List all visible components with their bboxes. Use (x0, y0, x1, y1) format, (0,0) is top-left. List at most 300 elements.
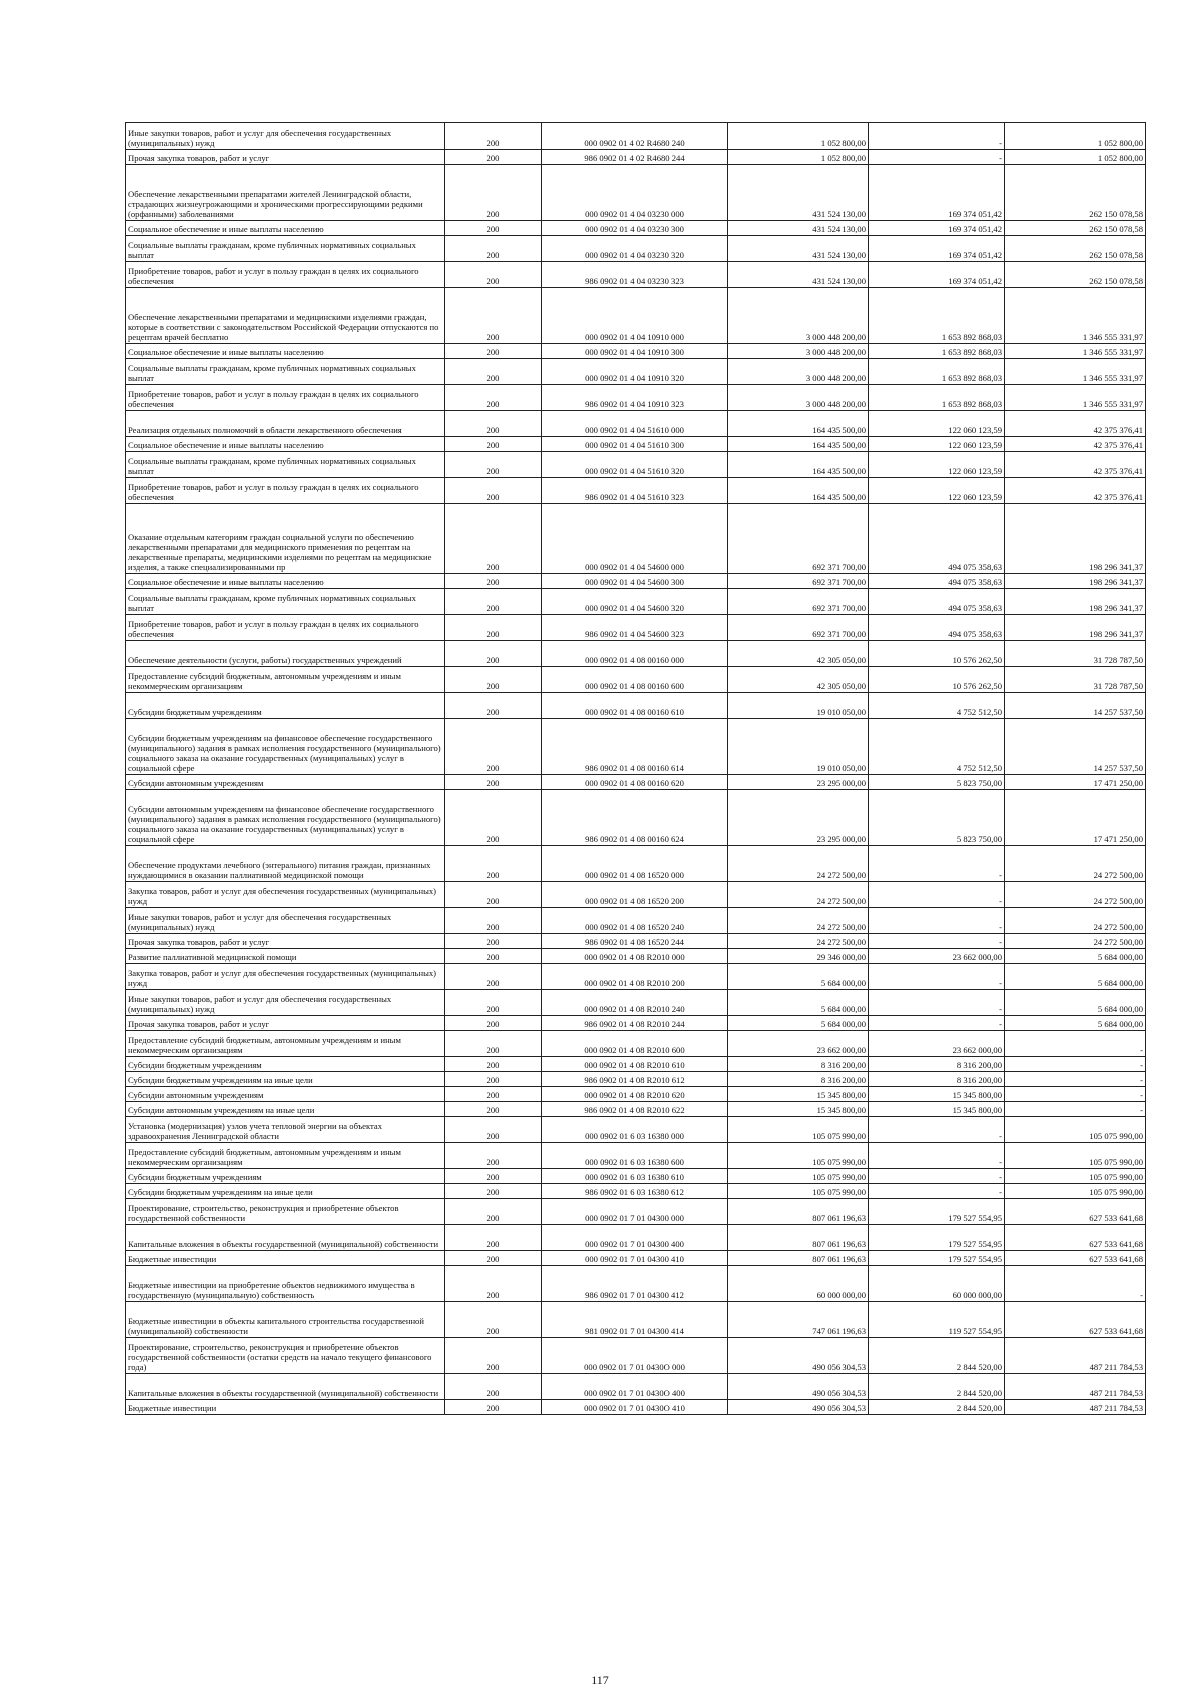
row-code-cell: 200 (445, 165, 542, 221)
row-executed-cell: 15 345 800,00 (869, 1102, 1005, 1117)
row-executed-cell: 8 316 200,00 (869, 1072, 1005, 1087)
row-name-cell: Социальные выплаты гражданам, кроме публичных нормативных социальных выплат (126, 359, 445, 385)
row-executed-cell: 1 653 892 868,03 (869, 385, 1005, 411)
row-executed-cell: 1 653 892 868,03 (869, 344, 1005, 359)
row-remaining-cell: 42 375 376,41 (1005, 452, 1146, 478)
row-executed-cell: 2 844 520,00 (869, 1374, 1005, 1400)
row-name-cell: Бюджетные инвестиции (126, 1251, 445, 1266)
row-executed-cell: - (869, 150, 1005, 165)
row-name-cell: Обеспечение лекарственными препаратами жителей Ленинградской области, страдающих жизнеугрожающими и хроническими прогрессирующими редкими (орфанными) заболеваниями (126, 165, 445, 221)
table-row (126, 719, 1146, 775)
row-name-cell: Социальные выплаты гражданам, кроме публичных нормативных социальных выплат (126, 452, 445, 478)
table-row (126, 123, 1146, 150)
row-approved-cell: 431 524 130,00 (728, 262, 869, 288)
table-row (126, 344, 1146, 359)
row-approved-cell: 431 524 130,00 (728, 236, 869, 262)
row-kbk-cell: 000 0902 01 4 04 54600 320 (542, 589, 728, 615)
row-approved-cell: 15 345 800,00 (728, 1102, 869, 1117)
row-code-cell: 200 (445, 1199, 542, 1225)
row-approved-cell: 692 371 700,00 (728, 589, 869, 615)
row-kbk-cell: 000 0902 01 7 01 0430О 410 (542, 1400, 728, 1415)
table-row (126, 1225, 1146, 1251)
row-code-cell: 200 (445, 411, 542, 437)
row-kbk-cell: 000 0902 01 6 03 16380 600 (542, 1143, 728, 1169)
row-kbk-cell: 000 0902 01 6 03 16380 000 (542, 1117, 728, 1143)
table-row (126, 1117, 1146, 1143)
row-remaining-cell: 1 346 555 331,97 (1005, 385, 1146, 411)
row-remaining-cell: 105 075 990,00 (1005, 1169, 1146, 1184)
row-name-cell: Предоставление субсидий бюджетным, автономным учреждениям и иным некоммерческим организациям (126, 1031, 445, 1057)
row-executed-cell: - (869, 1117, 1005, 1143)
row-remaining-cell: 198 296 341,37 (1005, 589, 1146, 615)
table-row (126, 964, 1146, 990)
table-row (126, 359, 1146, 385)
row-remaining-cell: - (1005, 1072, 1146, 1087)
row-code-cell: 200 (445, 1302, 542, 1338)
table-row (126, 1143, 1146, 1169)
row-code-cell: 200 (445, 437, 542, 452)
row-remaining-cell: 24 272 500,00 (1005, 882, 1146, 908)
row-kbk-cell: 000 0902 01 4 08 16520 240 (542, 908, 728, 934)
row-approved-cell: 5 684 000,00 (728, 1016, 869, 1031)
table-row (126, 236, 1146, 262)
row-remaining-cell: 487 211 784,53 (1005, 1400, 1146, 1415)
row-approved-cell: 164 435 500,00 (728, 452, 869, 478)
row-kbk-cell: 986 0902 01 4 04 51610 323 (542, 478, 728, 504)
row-approved-cell: 105 075 990,00 (728, 1143, 869, 1169)
row-kbk-cell: 986 0902 01 6 03 16380 612 (542, 1184, 728, 1199)
table-row (126, 1199, 1146, 1225)
row-approved-cell: 105 075 990,00 (728, 1184, 869, 1199)
row-code-cell: 200 (445, 288, 542, 344)
row-name-cell: Социальные выплаты гражданам, кроме публичных нормативных социальных выплат (126, 236, 445, 262)
row-name-cell: Приобретение товаров, работ и услуг в пользу граждан в целях их социального обеспечения (126, 478, 445, 504)
row-executed-cell: 122 060 123,59 (869, 452, 1005, 478)
row-approved-cell: 3 000 448 200,00 (728, 359, 869, 385)
table-row (126, 262, 1146, 288)
row-executed-cell: 5 823 750,00 (869, 790, 1005, 846)
table-row (126, 165, 1146, 221)
row-name-cell: Субсидии бюджетным учреждениям на финансовое обеспечение государственного (муниципального) задания в рамках исполнения государственного (муниципального) социального заказа на оказание государственных (муниципальных) услуг в социальной сфере (126, 719, 445, 775)
row-kbk-cell: 000 0902 01 4 04 51610 000 (542, 411, 728, 437)
row-executed-cell: 1 653 892 868,03 (869, 359, 1005, 385)
row-kbk-cell: 000 0902 01 4 08 00160 000 (542, 641, 728, 667)
row-code-cell: 200 (445, 123, 542, 150)
row-code-cell: 200 (445, 775, 542, 790)
row-name-cell: Обеспечение продуктами лечебного (энтерального) питания граждан, признанных нуждающимися в оказании паллиативной медицинской помощи (126, 846, 445, 882)
row-remaining-cell: 627 533 641,68 (1005, 1302, 1146, 1338)
table-row (126, 411, 1146, 437)
row-name-cell: Социальное обеспечение и иные выплаты населению (126, 437, 445, 452)
row-remaining-cell: 105 075 990,00 (1005, 1184, 1146, 1199)
row-executed-cell: 4 752 512,50 (869, 693, 1005, 719)
row-kbk-cell: 000 0902 01 4 08 00160 610 (542, 693, 728, 719)
table-row (126, 949, 1146, 964)
row-approved-cell: 23 295 000,00 (728, 775, 869, 790)
row-kbk-cell: 000 0902 01 4 08 R2010 000 (542, 949, 728, 964)
row-executed-cell: 2 844 520,00 (869, 1338, 1005, 1374)
row-code-cell: 200 (445, 964, 542, 990)
row-kbk-cell: 000 0902 01 7 01 04300 000 (542, 1199, 728, 1225)
page-number: 117 (591, 1673, 609, 1687)
row-remaining-cell: 262 150 078,58 (1005, 221, 1146, 236)
row-remaining-cell: 262 150 078,58 (1005, 165, 1146, 221)
row-kbk-cell: 000 0902 01 4 04 03230 000 (542, 165, 728, 221)
row-remaining-cell: 17 471 250,00 (1005, 775, 1146, 790)
row-name-cell: Реализация отдельных полномочий в области лекарственного обеспечения (126, 411, 445, 437)
row-remaining-cell: - (1005, 1266, 1146, 1302)
row-executed-cell: 10 576 262,50 (869, 667, 1005, 693)
row-code-cell: 200 (445, 949, 542, 964)
row-approved-cell: 42 305 050,00 (728, 667, 869, 693)
row-remaining-cell: - (1005, 1031, 1146, 1057)
row-executed-cell: - (869, 1169, 1005, 1184)
row-name-cell: Прочая закупка товаров, работ и услуг (126, 934, 445, 949)
table-row (126, 615, 1146, 641)
table-row (126, 1400, 1146, 1415)
row-remaining-cell: 487 211 784,53 (1005, 1374, 1146, 1400)
row-code-cell: 200 (445, 1057, 542, 1072)
row-code-cell: 200 (445, 990, 542, 1016)
row-executed-cell: - (869, 990, 1005, 1016)
row-code-cell: 200 (445, 1117, 542, 1143)
row-code-cell: 200 (445, 1102, 542, 1117)
row-executed-cell: 494 075 358,63 (869, 589, 1005, 615)
row-name-cell: Социальное обеспечение и иные выплаты населению (126, 221, 445, 236)
table-row (126, 908, 1146, 934)
row-approved-cell: 23 295 000,00 (728, 790, 869, 846)
row-remaining-cell: 5 684 000,00 (1005, 990, 1146, 1016)
row-approved-cell: 105 075 990,00 (728, 1169, 869, 1184)
row-code-cell: 200 (445, 344, 542, 359)
table-row (126, 1087, 1146, 1102)
table-row (126, 693, 1146, 719)
row-code-cell: 200 (445, 1374, 542, 1400)
row-approved-cell: 490 056 304,53 (728, 1400, 869, 1415)
row-executed-cell: - (869, 1184, 1005, 1199)
row-kbk-cell: 000 0902 01 4 04 10910 320 (542, 359, 728, 385)
row-remaining-cell: 5 684 000,00 (1005, 1016, 1146, 1031)
row-name-cell: Бюджетные инвестиции в объекты капитального строительства государственной (муниципальной) собственности (126, 1302, 445, 1338)
row-code-cell: 200 (445, 504, 542, 574)
row-kbk-cell: 000 0902 01 4 08 R2010 240 (542, 990, 728, 1016)
row-approved-cell: 692 371 700,00 (728, 574, 869, 589)
row-code-cell: 200 (445, 359, 542, 385)
row-executed-cell: 15 345 800,00 (869, 1087, 1005, 1102)
row-kbk-cell: 000 0902 01 4 08 R2010 200 (542, 964, 728, 990)
row-executed-cell: 494 075 358,63 (869, 504, 1005, 574)
row-code-cell: 200 (445, 934, 542, 949)
row-approved-cell: 3 000 448 200,00 (728, 385, 869, 411)
table-row (126, 1302, 1146, 1338)
table-row (126, 775, 1146, 790)
row-approved-cell: 1 052 800,00 (728, 123, 869, 150)
row-code-cell: 200 (445, 1031, 542, 1057)
row-approved-cell: 490 056 304,53 (728, 1374, 869, 1400)
row-name-cell: Социальные выплаты гражданам, кроме публичных нормативных социальных выплат (126, 589, 445, 615)
row-code-cell: 200 (445, 615, 542, 641)
row-executed-cell: 2 844 520,00 (869, 1400, 1005, 1415)
row-executed-cell: 169 374 051,42 (869, 221, 1005, 236)
table-row (126, 1102, 1146, 1117)
table-row (126, 478, 1146, 504)
row-approved-cell: 23 662 000,00 (728, 1031, 869, 1057)
row-name-cell: Субсидии бюджетным учреждениям (126, 1057, 445, 1072)
row-code-cell: 200 (445, 908, 542, 934)
row-remaining-cell: 42 375 376,41 (1005, 411, 1146, 437)
row-approved-cell: 747 061 196,63 (728, 1302, 869, 1338)
row-code-cell: 200 (445, 221, 542, 236)
row-kbk-cell: 000 0902 01 4 08 R2010 620 (542, 1087, 728, 1102)
row-code-cell: 200 (445, 790, 542, 846)
row-name-cell: Предоставление субсидий бюджетным, автономным учреждениям и иным некоммерческим организациям (126, 1143, 445, 1169)
row-name-cell: Социальное обеспечение и иные выплаты населению (126, 574, 445, 589)
row-executed-cell: - (869, 1016, 1005, 1031)
row-kbk-cell: 000 0902 01 4 08 00160 600 (542, 667, 728, 693)
row-name-cell: Иные закупки товаров, работ и услуг для обеспечения государственных (муниципальных) нужд (126, 908, 445, 934)
row-remaining-cell: - (1005, 1102, 1146, 1117)
row-name-cell: Предоставление субсидий бюджетным, автономным учреждениям и иным некоммерческим организациям (126, 667, 445, 693)
row-executed-cell: 23 662 000,00 (869, 1031, 1005, 1057)
row-executed-cell: 4 752 512,50 (869, 719, 1005, 775)
table-row (126, 882, 1146, 908)
row-remaining-cell: 31 728 787,50 (1005, 667, 1146, 693)
row-approved-cell: 431 524 130,00 (728, 165, 869, 221)
row-name-cell: Проектирование, строительство, реконструкция и приобретение объектов государственной собственности (126, 1199, 445, 1225)
table-row (126, 437, 1146, 452)
row-kbk-cell: 000 0902 01 4 04 54600 000 (542, 504, 728, 574)
row-kbk-cell: 986 0902 01 4 02 R4680 244 (542, 150, 728, 165)
row-code-cell: 200 (445, 882, 542, 908)
row-kbk-cell: 986 0902 01 4 08 00160 614 (542, 719, 728, 775)
table-row (126, 150, 1146, 165)
row-approved-cell: 15 345 800,00 (728, 1087, 869, 1102)
row-kbk-cell: 000 0902 01 7 01 04300 400 (542, 1225, 728, 1251)
table-row (126, 1169, 1146, 1184)
table-body (126, 123, 1146, 1415)
row-name-cell: Субсидии бюджетным учреждениям на иные цели (126, 1184, 445, 1199)
row-kbk-cell: 000 0902 01 4 08 16520 000 (542, 846, 728, 882)
row-code-cell: 200 (445, 846, 542, 882)
table-row (126, 452, 1146, 478)
row-kbk-cell: 000 0902 01 6 03 16380 610 (542, 1169, 728, 1184)
row-remaining-cell: 262 150 078,58 (1005, 236, 1146, 262)
table-row (126, 504, 1146, 574)
row-kbk-cell: 986 0902 01 4 08 R2010 244 (542, 1016, 728, 1031)
table-row (126, 1266, 1146, 1302)
row-name-cell: Капитальные вложения в объекты государственной (муниципальной) собственности (126, 1225, 445, 1251)
row-executed-cell: - (869, 934, 1005, 949)
row-code-cell: 200 (445, 150, 542, 165)
row-kbk-cell: 000 0902 01 4 08 R2010 610 (542, 1057, 728, 1072)
row-approved-cell: 42 305 050,00 (728, 641, 869, 667)
row-code-cell: 200 (445, 641, 542, 667)
row-kbk-cell: 986 0902 01 4 08 00160 624 (542, 790, 728, 846)
row-executed-cell: 169 374 051,42 (869, 165, 1005, 221)
table-row (126, 1057, 1146, 1072)
row-code-cell: 200 (445, 452, 542, 478)
row-kbk-cell: 000 0902 01 4 08 R2010 600 (542, 1031, 728, 1057)
row-name-cell: Субсидии автономным учреждениям на финансовое обеспечение государственного (муниципального) задания в рамках исполнения государственного (муниципального) социального заказа на оказание государственных (муниципальных) услуг в социальной сфере (126, 790, 445, 846)
row-executed-cell: - (869, 908, 1005, 934)
row-remaining-cell: 14 257 537,50 (1005, 693, 1146, 719)
row-approved-cell: 692 371 700,00 (728, 504, 869, 574)
row-approved-cell: 8 316 200,00 (728, 1057, 869, 1072)
row-code-cell: 200 (445, 1016, 542, 1031)
row-name-cell: Субсидии автономным учреждениям на иные цели (126, 1102, 445, 1117)
row-executed-cell: 122 060 123,59 (869, 437, 1005, 452)
row-remaining-cell: 24 272 500,00 (1005, 934, 1146, 949)
row-executed-cell: - (869, 846, 1005, 882)
row-code-cell: 200 (445, 1400, 542, 1415)
table-row (126, 385, 1146, 411)
row-executed-cell: 10 576 262,50 (869, 641, 1005, 667)
row-code-cell: 200 (445, 1266, 542, 1302)
row-code-cell: 200 (445, 1338, 542, 1374)
row-name-cell: Приобретение товаров, работ и услуг в пользу граждан в целях их социального обеспечения (126, 385, 445, 411)
row-remaining-cell: 105 075 990,00 (1005, 1143, 1146, 1169)
row-kbk-cell: 000 0902 01 7 01 0430О 400 (542, 1374, 728, 1400)
row-remaining-cell: 42 375 376,41 (1005, 478, 1146, 504)
table-row (126, 221, 1146, 236)
row-name-cell: Бюджетные инвестиции (126, 1400, 445, 1415)
row-code-cell: 200 (445, 574, 542, 589)
row-kbk-cell: 986 0902 01 4 04 03230 323 (542, 262, 728, 288)
row-code-cell: 200 (445, 1184, 542, 1199)
row-remaining-cell: 1 052 800,00 (1005, 123, 1146, 150)
row-remaining-cell: 24 272 500,00 (1005, 846, 1146, 882)
row-approved-cell: 3 000 448 200,00 (728, 344, 869, 359)
row-name-cell: Субсидии бюджетным учреждениям (126, 1169, 445, 1184)
row-approved-cell: 29 346 000,00 (728, 949, 869, 964)
row-executed-cell: 179 527 554,95 (869, 1251, 1005, 1266)
row-kbk-cell: 986 0902 01 4 04 10910 323 (542, 385, 728, 411)
row-name-cell: Обеспечение лекарственными препаратами и медицинскими изделиями граждан, которые в соответствии с законодательством Российской Федерации отпускаются по рецептам врачей бесплатно (126, 288, 445, 344)
row-kbk-cell: 000 0902 01 4 04 10910 300 (542, 344, 728, 359)
row-remaining-cell: 627 533 641,68 (1005, 1225, 1146, 1251)
row-name-cell: Субсидии бюджетным учреждениям (126, 693, 445, 719)
table-row (126, 1184, 1146, 1199)
table-row (126, 589, 1146, 615)
row-kbk-cell: 000 0902 01 4 04 03230 300 (542, 221, 728, 236)
row-remaining-cell: 1 052 800,00 (1005, 150, 1146, 165)
row-approved-cell: 60 000 000,00 (728, 1266, 869, 1302)
row-remaining-cell: 198 296 341,37 (1005, 574, 1146, 589)
table-row (126, 1338, 1146, 1374)
table-row (126, 1031, 1146, 1057)
row-approved-cell: 490 056 304,53 (728, 1338, 869, 1374)
table-row (126, 990, 1146, 1016)
row-remaining-cell: 1 346 555 331,97 (1005, 359, 1146, 385)
row-kbk-cell: 986 0902 01 4 08 R2010 622 (542, 1102, 728, 1117)
row-kbk-cell: 000 0902 01 4 04 10910 000 (542, 288, 728, 344)
row-remaining-cell: 627 533 641,68 (1005, 1251, 1146, 1266)
row-remaining-cell: 198 296 341,37 (1005, 615, 1146, 641)
row-code-cell: 200 (445, 236, 542, 262)
row-approved-cell: 19 010 050,00 (728, 693, 869, 719)
row-name-cell: Иные закупки товаров, работ и услуг для обеспечения государственных (муниципальных) нужд (126, 123, 445, 150)
row-remaining-cell: 24 272 500,00 (1005, 908, 1146, 934)
row-approved-cell: 24 272 500,00 (728, 908, 869, 934)
row-executed-cell: 60 000 000,00 (869, 1266, 1005, 1302)
row-name-cell: Капитальные вложения в объекты государственной (муниципальной) собственности (126, 1374, 445, 1400)
row-name-cell: Проектирование, строительство, реконструкция и приобретение объектов государственной собственности (остатки средств на начало текущего финансового года) (126, 1338, 445, 1374)
row-executed-cell: 179 527 554,95 (869, 1225, 1005, 1251)
row-code-cell: 200 (445, 1072, 542, 1087)
row-approved-cell: 164 435 500,00 (728, 437, 869, 452)
table-row (126, 846, 1146, 882)
row-executed-cell: 169 374 051,42 (869, 262, 1005, 288)
row-code-cell: 200 (445, 478, 542, 504)
row-name-cell: Установка (модернизация) узлов учета тепловой энергии на объектах здравоохранения Ленинградской области (126, 1117, 445, 1143)
row-executed-cell: - (869, 1143, 1005, 1169)
row-name-cell: Приобретение товаров, работ и услуг в пользу граждан в целях их социального обеспечения (126, 615, 445, 641)
row-executed-cell: - (869, 964, 1005, 990)
row-remaining-cell: 262 150 078,58 (1005, 262, 1146, 288)
row-executed-cell: 494 075 358,63 (869, 615, 1005, 641)
row-remaining-cell: 31 728 787,50 (1005, 641, 1146, 667)
row-approved-cell: 807 061 196,63 (728, 1225, 869, 1251)
row-kbk-cell: 000 0902 01 7 01 04300 410 (542, 1251, 728, 1266)
table-row (126, 1251, 1146, 1266)
row-approved-cell: 24 272 500,00 (728, 882, 869, 908)
row-approved-cell: 3 000 448 200,00 (728, 288, 869, 344)
row-remaining-cell: 5 684 000,00 (1005, 964, 1146, 990)
row-name-cell: Субсидии автономным учреждениям (126, 1087, 445, 1102)
row-kbk-cell: 986 0902 01 4 08 16520 244 (542, 934, 728, 949)
row-code-cell: 200 (445, 1251, 542, 1266)
row-kbk-cell: 986 0902 01 7 01 04300 412 (542, 1266, 728, 1302)
row-executed-cell: 23 662 000,00 (869, 949, 1005, 964)
row-name-cell: Обеспечение деятельности (услуги, работы) государственных учреждений (126, 641, 445, 667)
row-approved-cell: 807 061 196,63 (728, 1251, 869, 1266)
row-name-cell: Субсидии автономным учреждениям (126, 775, 445, 790)
row-code-cell: 200 (445, 262, 542, 288)
row-remaining-cell: 487 211 784,53 (1005, 1338, 1146, 1374)
row-kbk-cell: 986 0902 01 4 08 R2010 612 (542, 1072, 728, 1087)
row-name-cell: Оказание отдельным категориям граждан социальной услуги по обеспечению лекарственными препаратами для медицинского применения по рецептам на лекарственные препараты, медицинскими изделиями по рецептам на медицинские изделия, а также специализированными пр (126, 504, 445, 574)
row-code-cell: 200 (445, 667, 542, 693)
row-kbk-cell: 000 0902 01 4 04 51610 320 (542, 452, 728, 478)
row-name-cell: Приобретение товаров, работ и услуг в пользу граждан в целях их социального обеспечения (126, 262, 445, 288)
row-remaining-cell: 17 471 250,00 (1005, 790, 1146, 846)
table-row (126, 934, 1146, 949)
row-executed-cell: 8 316 200,00 (869, 1057, 1005, 1072)
row-approved-cell: 8 316 200,00 (728, 1072, 869, 1087)
row-kbk-cell: 000 0902 01 4 04 03230 320 (542, 236, 728, 262)
row-remaining-cell: - (1005, 1057, 1146, 1072)
row-approved-cell: 24 272 500,00 (728, 934, 869, 949)
row-name-cell: Социальное обеспечение и иные выплаты населению (126, 344, 445, 359)
table-row (126, 1072, 1146, 1087)
row-approved-cell: 24 272 500,00 (728, 846, 869, 882)
row-approved-cell: 164 435 500,00 (728, 478, 869, 504)
table-row (126, 667, 1146, 693)
row-remaining-cell: 105 075 990,00 (1005, 1117, 1146, 1143)
row-executed-cell: 179 527 554,95 (869, 1199, 1005, 1225)
row-executed-cell: 494 075 358,63 (869, 574, 1005, 589)
row-name-cell: Субсидии бюджетным учреждениям на иные цели (126, 1072, 445, 1087)
row-name-cell: Прочая закупка товаров, работ и услуг (126, 1016, 445, 1031)
row-code-cell: 200 (445, 385, 542, 411)
row-kbk-cell: 000 0902 01 7 01 0430О 000 (542, 1338, 728, 1374)
row-remaining-cell: 5 684 000,00 (1005, 949, 1146, 964)
row-kbk-cell: 981 0902 01 7 01 04300 414 (542, 1302, 728, 1338)
row-code-cell: 200 (445, 589, 542, 615)
row-approved-cell: 1 052 800,00 (728, 150, 869, 165)
row-remaining-cell: - (1005, 1087, 1146, 1102)
row-approved-cell: 19 010 050,00 (728, 719, 869, 775)
